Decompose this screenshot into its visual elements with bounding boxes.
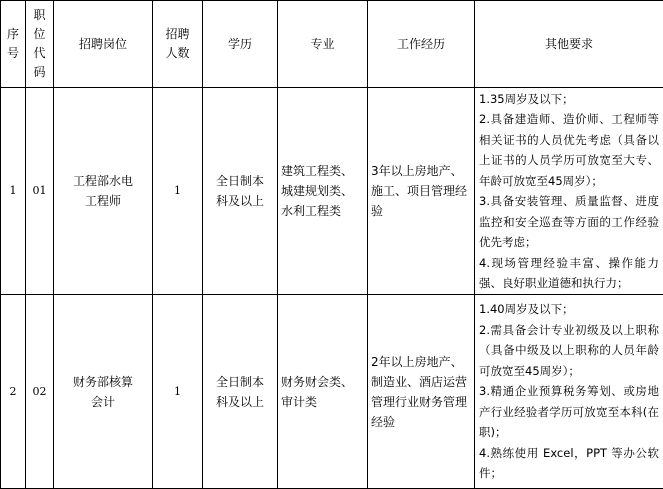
- header-seq: 序号: [1, 1, 26, 88]
- cell-count: 1: [153, 295, 203, 489]
- cell-major: 建筑工程类、城建规划类、水利工程类: [278, 88, 368, 295]
- requirement-item: 4.现场管理经验丰富、操作能力强、良好职业道德和执行力；: [479, 253, 659, 294]
- cell-position: 财务部核算会计: [54, 295, 153, 489]
- requirement-item: 2.具备建造师、造价师、工程师等相关证书的人员优先考虑（具备以上证书的人员学历可放宽至大专、年龄可放宽至45周岁）；: [479, 109, 659, 191]
- cell-experience: 2年以上房地产、制造业、酒店运营管理行业财务管理经验: [368, 295, 475, 489]
- cell-count: 1: [153, 88, 203, 295]
- header-other: 其他要求: [475, 1, 663, 88]
- cell-code: 02: [26, 295, 54, 489]
- cell-education: 全日制本科及以上: [203, 295, 278, 489]
- header-code: 职位代码: [26, 1, 54, 88]
- cell-seq: 1: [1, 88, 26, 295]
- cell-requirements: [475, 295, 663, 489]
- requirement-item: 3.精通企业预算税务筹划、或房地产行业经验者学历可放宽至本科(在职)；: [479, 381, 659, 443]
- table-row: [1, 88, 663, 295]
- requirement-item: 3.具备安装管理、质量监督、进度监控和安全巡查等方面的工作经验优先考虑；: [479, 191, 659, 253]
- cell-code: 01: [26, 88, 54, 295]
- cell-experience: 3年以上房地产、施工、项目管理经验: [368, 88, 475, 295]
- header-education: 学历: [203, 1, 278, 88]
- header-experience: 工作经历: [368, 1, 475, 88]
- header-position: 招聘岗位: [54, 1, 153, 88]
- requirement-item: 1.35周岁及以下；: [479, 89, 659, 110]
- cell-requirements: [475, 88, 663, 295]
- cell-position: 工程部水电工程师: [54, 88, 153, 295]
- requirement-item: 1.40周岁及以下；: [479, 299, 659, 320]
- header-row: [1, 1, 663, 88]
- cell-seq: 2: [1, 295, 26, 489]
- cell-major: 财务财会类、审计类: [278, 295, 368, 489]
- cell-education: 全日制本科及以上: [203, 88, 278, 295]
- requirement-item: 2.需具备会计专业初级及以上职称（具备中级及以上职称的人员年龄可放宽至45周岁）；: [479, 320, 659, 382]
- header-major: 专业: [278, 1, 368, 88]
- header-count: 招聘人数: [153, 1, 203, 88]
- table-row: [1, 295, 663, 489]
- requirement-item: 4.熟练使用 Excel，PPT 等办公软件；: [479, 443, 659, 484]
